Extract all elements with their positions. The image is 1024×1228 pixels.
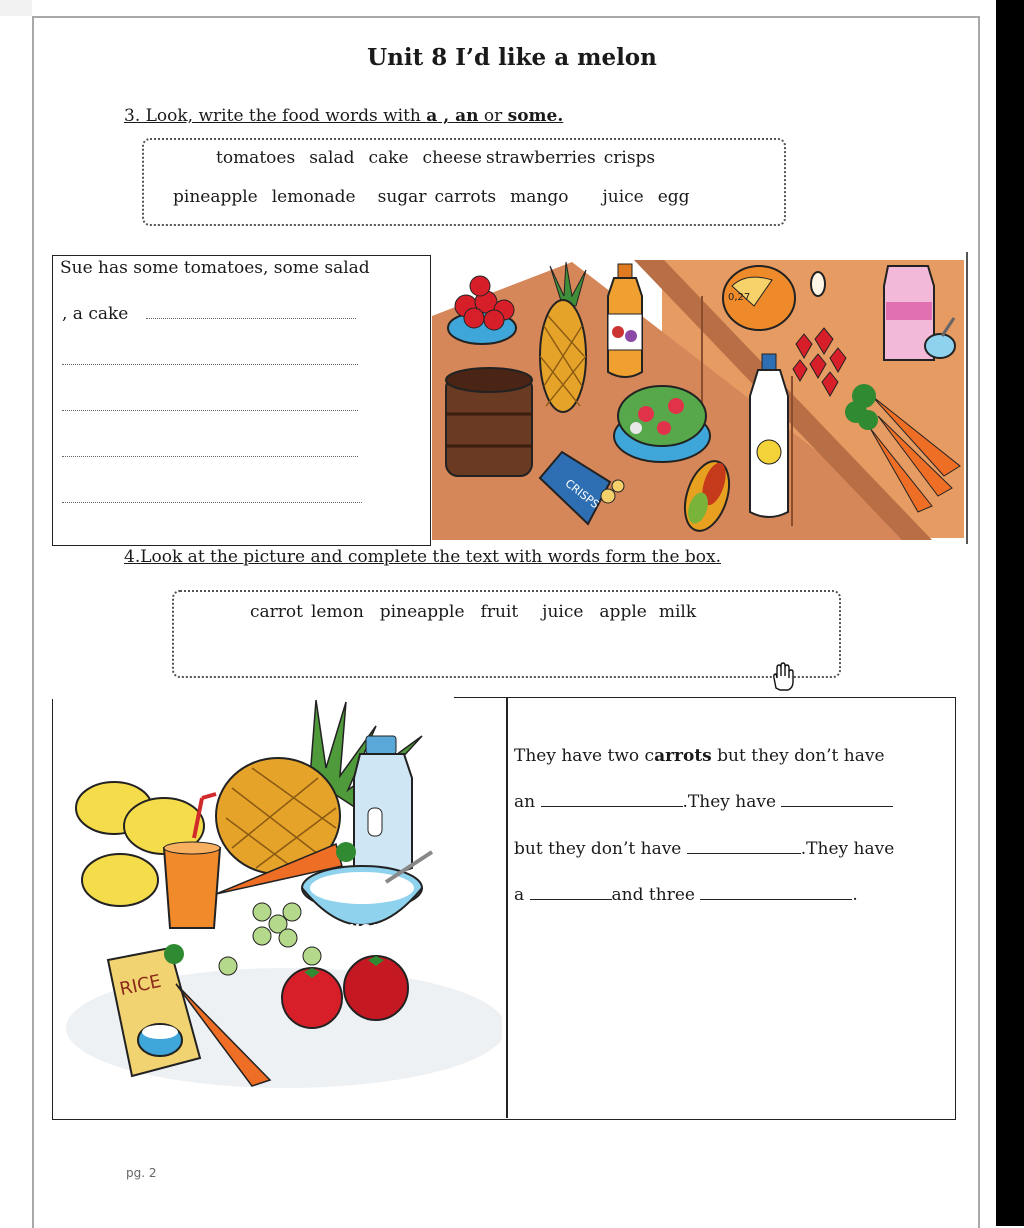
word-some: some. bbox=[507, 106, 564, 126]
page-number: pg. 2 bbox=[126, 1166, 157, 1180]
word-item: apple bbox=[599, 602, 647, 622]
writing-line[interactable] bbox=[62, 410, 358, 411]
word-box-3-row-2 bbox=[173, 187, 704, 207]
cheese-label: 0,27 bbox=[728, 292, 751, 303]
instruction-text: 3. Look, write the food words with bbox=[124, 106, 427, 126]
answer-sentence-1: Sue has some tomatoes, some salad bbox=[60, 258, 370, 278]
rice-label: RICE bbox=[117, 970, 164, 1001]
answer-blank[interactable] bbox=[781, 792, 893, 807]
word-item: salad bbox=[309, 148, 355, 168]
writing-line[interactable] bbox=[62, 456, 358, 457]
answer-blank[interactable] bbox=[687, 839, 801, 854]
word-item: egg bbox=[657, 187, 690, 207]
word-item: carrot bbox=[250, 602, 303, 622]
hand-cursor-icon bbox=[768, 662, 796, 692]
kitchen-counter-illustration bbox=[432, 256, 972, 544]
chocolate-cake bbox=[446, 368, 532, 476]
salad-bowl bbox=[614, 386, 710, 462]
text-segment: and three bbox=[611, 885, 701, 905]
answer-blank[interactable] bbox=[541, 792, 683, 807]
writing-line[interactable] bbox=[62, 364, 358, 365]
word-a: a bbox=[426, 106, 438, 126]
word-item: pineapple bbox=[379, 602, 465, 622]
word-item: crisps bbox=[603, 148, 656, 168]
answer-blank[interactable] bbox=[700, 885, 852, 900]
text-line-1 bbox=[514, 746, 885, 766]
lemonade-bottle bbox=[750, 354, 788, 517]
word-item: lemon bbox=[310, 602, 364, 622]
frame-divider bbox=[506, 697, 508, 1118]
text-line-2 bbox=[514, 792, 893, 812]
separator: , bbox=[437, 106, 456, 126]
writing-line[interactable] bbox=[146, 318, 356, 319]
exercise-3-instruction bbox=[124, 106, 563, 126]
milk-bottle bbox=[354, 736, 412, 874]
egg bbox=[811, 272, 825, 296]
word-item: strawberries bbox=[485, 148, 596, 168]
word-item: mango bbox=[510, 187, 569, 207]
top-margin bbox=[0, 0, 32, 16]
word-item: juice bbox=[542, 602, 584, 622]
word-item: lemonade bbox=[271, 187, 356, 207]
juice-bottle bbox=[608, 264, 642, 377]
writing-line[interactable] bbox=[62, 502, 362, 503]
food-group-illustration bbox=[56, 698, 502, 1116]
word-item: sugar bbox=[377, 187, 427, 207]
crisps-label: CRISPS bbox=[562, 476, 602, 512]
text-segment: an bbox=[514, 792, 541, 812]
word-or: or bbox=[478, 106, 508, 126]
text-bold-segment: arrots bbox=[654, 746, 712, 766]
right-edge-bar bbox=[996, 0, 1024, 1226]
text-segment: They have two c bbox=[514, 746, 655, 766]
text-segment: .They have bbox=[800, 839, 895, 859]
word-box-4-row bbox=[250, 602, 710, 622]
sugar-label: SUGAR bbox=[340, 923, 391, 938]
word-item: cheese bbox=[422, 148, 482, 168]
word-item: tomatoes bbox=[216, 148, 296, 168]
word-an: an bbox=[455, 106, 479, 126]
cheese-wheel bbox=[723, 266, 795, 330]
word-item: fruit bbox=[480, 602, 519, 622]
exercise-4-instruction: 4.Look at the picture and complete the text with words form the box. bbox=[124, 547, 722, 567]
page-title: Unit 8 I’d like a melon bbox=[367, 44, 657, 71]
text-segment: a bbox=[514, 885, 530, 905]
word-item: milk bbox=[658, 602, 697, 622]
text-segment: but they don’t have bbox=[711, 746, 885, 766]
grapes bbox=[219, 903, 321, 975]
answer-sentence-2: , a cake bbox=[62, 304, 129, 324]
word-item: pineapple bbox=[173, 187, 258, 207]
text-segment: . bbox=[852, 885, 858, 905]
word-item: cake bbox=[368, 148, 409, 168]
carrot-leaves bbox=[164, 944, 184, 964]
text-line-3 bbox=[514, 839, 894, 859]
word-box-3-row-1 bbox=[216, 148, 669, 168]
word-item: juice bbox=[602, 187, 644, 207]
word-item: carrots bbox=[434, 187, 497, 207]
text-segment: but they don’t have bbox=[514, 839, 687, 859]
text-segment: .They have bbox=[682, 792, 782, 812]
answer-blank[interactable] bbox=[530, 885, 612, 900]
text-line-4 bbox=[514, 885, 858, 905]
picture-border bbox=[966, 252, 968, 544]
carrot-leaves bbox=[336, 842, 356, 862]
